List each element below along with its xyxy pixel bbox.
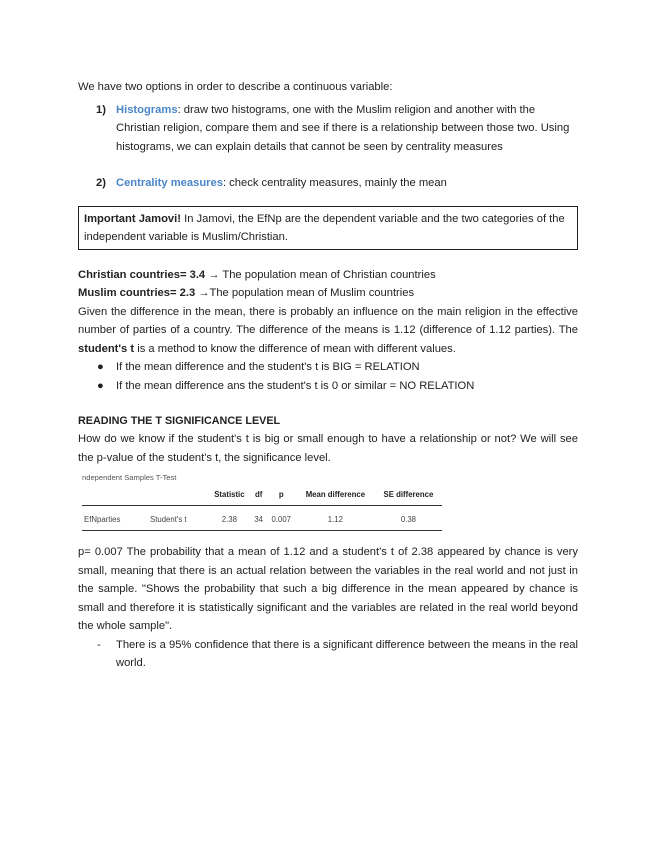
ttest-header: Statistic bbox=[208, 484, 251, 506]
options-list-2 bbox=[78, 174, 578, 193]
important-text: In Jamovi, the EfNp are the dependent variable and the two categories of the independent variable is Muslim/Christian. bbox=[84, 212, 565, 243]
paragraph-part: is a method to know the difference of mean with different values. bbox=[134, 342, 456, 355]
bullet-dot: ● bbox=[97, 379, 104, 392]
option-number: 2) bbox=[96, 177, 106, 189]
ttest-table-image bbox=[82, 473, 442, 531]
bullet-item bbox=[78, 358, 578, 377]
relation-bullets bbox=[78, 358, 578, 395]
options-list bbox=[78, 101, 578, 157]
paragraph-difference bbox=[78, 303, 578, 359]
mean-label: Christian countries= 3.4 bbox=[78, 268, 206, 281]
ttest-header bbox=[82, 484, 148, 506]
ttest-header: SE difference bbox=[375, 484, 442, 506]
mean-label: Muslim countries= 2.3 bbox=[78, 287, 196, 299]
ttest-cell: 34 bbox=[251, 506, 267, 531]
mean-text: →The population mean of Muslim countries bbox=[195, 287, 415, 299]
bullet-text: If the mean difference and the student's t is BIG = RELATION bbox=[116, 361, 420, 373]
ttest-header: Mean difference bbox=[296, 484, 375, 506]
mean-muslim bbox=[78, 284, 578, 303]
paragraph-bold: student's t bbox=[78, 342, 135, 355]
bullet-item bbox=[78, 377, 578, 396]
option-term: Centrality measures bbox=[116, 177, 223, 189]
ttest-header-row bbox=[82, 484, 442, 506]
bullet-text: If the mean difference ans the student's t is 0 or similar = NO RELATION bbox=[116, 379, 475, 392]
ttest-cell: 1.12 bbox=[296, 506, 375, 531]
table-row bbox=[82, 506, 442, 531]
option-term: Histograms bbox=[116, 103, 178, 116]
dash-item bbox=[78, 636, 578, 673]
option-item-centrality bbox=[78, 174, 578, 193]
dash-marker: - bbox=[97, 638, 101, 651]
ttest-cell: 0.007 bbox=[267, 506, 296, 531]
intro-text: We have two options in order to describe a continuous variable: bbox=[78, 81, 393, 93]
ttest-header: df bbox=[251, 484, 267, 506]
document-page bbox=[78, 78, 578, 673]
dash-list bbox=[78, 636, 578, 673]
mean-text: → The population mean of Christian countries bbox=[205, 268, 436, 281]
ttest-cell: 0.38 bbox=[375, 506, 442, 531]
paragraph-pvalue-question: How do we know if the student's t is big or small enough to have a relationship or not? We will see the p-value of the student's t, the significance level. bbox=[78, 433, 578, 464]
bullet-dot: ● bbox=[97, 361, 104, 373]
ttest-header bbox=[148, 484, 208, 506]
option-text: : check centrality measures, mainly the mean bbox=[222, 177, 447, 189]
option-number: 1) bbox=[96, 103, 106, 116]
ttest-title: ndependent Samples T-Test bbox=[82, 473, 177, 482]
important-label: Important Jamovi! bbox=[84, 212, 181, 225]
paragraph-pvalue-explanation: p= 0.007 The probability that a mean of 1.12 and a student's t of 2.38 appeared by chance is very small, meaning that there is an actual relation between the variables in the real world and not just in the sample. "Shows the probability that such a big difference in the mean appeared by chance is small and therefore it is statistically significant and the variables are related in the real world beyond the whole sample". bbox=[78, 546, 578, 632]
important-note-box bbox=[78, 206, 578, 250]
dash-text: There is a 95% confidence that there is a significant difference between the means in the real world. bbox=[116, 638, 578, 669]
ttest-cell: EfNparties bbox=[82, 506, 148, 531]
ttest-cell: 2.38 bbox=[208, 506, 251, 531]
option-text: : draw two histograms, one with the Muslim religion and another with the Christian religion, compare them and see if there is a relationship between those two. Using histograms, we can explain details that cannot be seen by centrality measures bbox=[116, 103, 570, 153]
ttest-table bbox=[82, 484, 442, 531]
option-item-histograms bbox=[78, 101, 578, 157]
ttest-cell: Student's t bbox=[148, 506, 208, 531]
paragraph-part: Given the difference in the mean, there is probably an influence on the main religion in the effective number of parties of a country. The difference of the means is 1.12 (difference of 1.12 parties). The bbox=[78, 305, 578, 336]
mean-christian bbox=[78, 266, 578, 285]
section-heading: READING THE T SIGNIFICANCE LEVEL bbox=[78, 415, 281, 427]
ttest-header: p bbox=[267, 484, 296, 506]
